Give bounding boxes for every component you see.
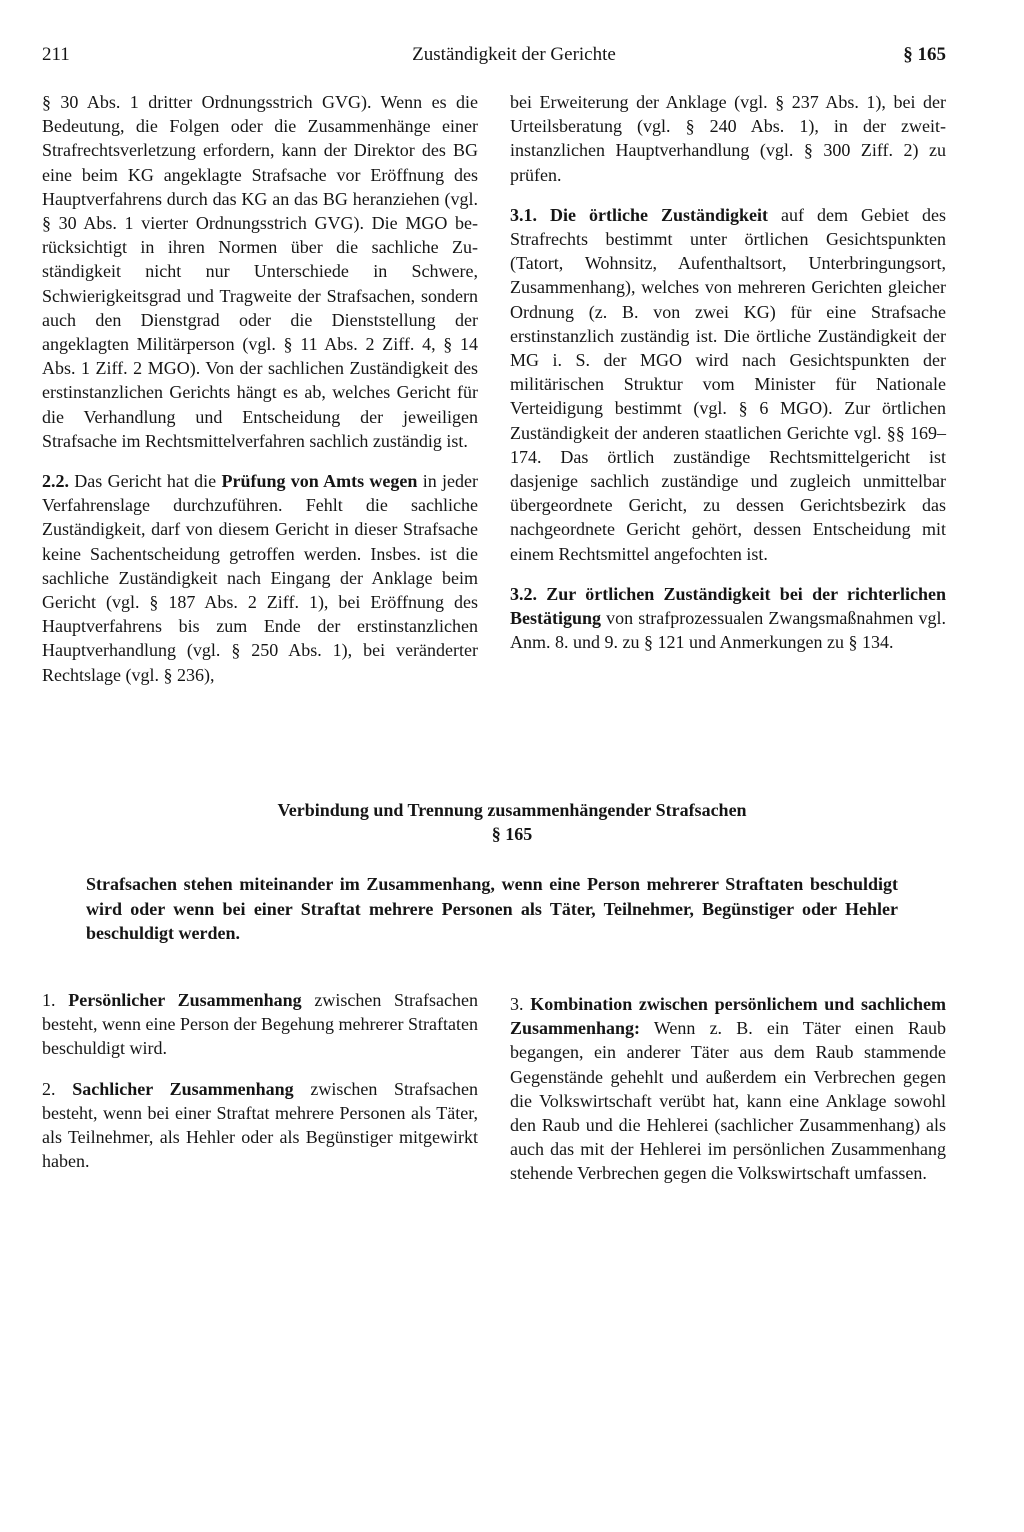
running-title: Zuständigkeit der Gerichte	[412, 44, 616, 65]
emphasis: Kombination zwischen persönlichem und sachlichem Zusammenhang:	[510, 994, 946, 1039]
paragraph-number: 3.1.	[510, 204, 537, 225]
section-marker: § 165	[903, 44, 946, 65]
left-column-bottom	[42, 988, 478, 1189]
right-column-top	[510, 90, 946, 670]
paragraph: § 30 Abs. 1 dritter Ordnungsstrich GVG). Wenn es die Bedeutung, die Folgen oder die Zusammenhänge einer Strafrechtsverletzung erfordern, kann der Direktor des BG eine beim KG angeklagte Strafsache vor Eröffnung des Hauptverfahrens durch das KG an das BG heranziehen (vgl. § 30 Abs. 1 vierter Ordnungsstrich GVG). Die MGO berücksichtigt in ihren Normen über die sachliche Zuständigkeit nicht nur Unterschiede in Schwere, Schwierigkeitsgrad und Tragweite der Strafsachen, sondern auch den Dienstgrad oder die Dienststellung der angeklagten Militärperson (vgl. § 11 Abs. 2 Ziff. 4, § 14 Abs. 1 Ziff. 2 MGO). Von der sachlichen Zuständigkeit des erstinstanzlichen Gerichts hängt es ab, welches Gericht für die Verhandlung und Entscheidung der jeweiligen Strafsache im Rechtsmittelverfahren sachlich zuständig ist.	[42, 92, 478, 451]
emphasis: Persönlicher Zusammenhang	[55, 990, 302, 1010]
annotation-number: 2.	[42, 1078, 56, 1099]
annotation-text: Wenn z. B. ein Täter einen Raub begangen, ein anderer Täter aus dem Raub stammende Gegenstände gehehlt und außerdem ein Verbrechen gegen die Volkswirtschaft verübt hat, kann eine Anklage sowohl den Raub und die Hehlerei (sachlicher Zusammenhang) als auch das mit der Hehlerei im persönlichen Zusammenhang stehende Verbrechen gegen die Volkswirtschaft umfassen.	[510, 1018, 946, 1184]
section-title: Verbindung und Trennung zusammenhängender Strafsachen	[277, 800, 747, 820]
paragraph-text: von strafprozessualen Zwangsmaßnahmen vgl. Anm. 8. und 9. zu § 121 und Anmerkungen zu § 134.	[510, 608, 946, 653]
paragraph-3-2	[510, 582, 946, 655]
paragraph-2-2	[42, 469, 478, 687]
paragraph-text: in jeder Verfahrenslage durchzuführen. Fehlt die sachliche Zuständigkeit, darf von diesem Gericht in dieser Strafsache keine Sachentscheidung getroffen werden. Insbes. ist die sachliche Zuständigkeit nach Eingang der Anklage beim Gericht (vgl. § 187 Abs. 2 Ziff. 1), bei Eröffnung des Hauptverfahrens bis zum Ende der erstinstanzlichen Hauptverhandlung (vgl. § 250 Abs. 1), bei veränderter Rechtslage (vgl. § 236),	[42, 471, 479, 685]
page-number: 211	[42, 44, 70, 65]
paragraph-number: 3.2.	[510, 583, 537, 604]
paragraph-text: auf dem Gebiet des Strafrechts bestimmt unter örtlichen Gesichtspunkten (Tatort, Wohnsitz, Aufenthaltsort, Unterbringungsort, Zusammenhang), welches von mehreren Gerichten gleicher Ordnung (z. B. von zwei KG) für eine Strafsache erstinstanzlich zuständig ist. Die örtliche Zuständigkeit der MG i. S. der MGO wird nach Gesichtspunkten der militärischen Struktur vom Minister für Nationale Verteidigung bestimmt (vgl. § 6 MGO). Zur örtlichen Zuständigkeit der anderen staatlichen Gerichte vgl. §§ 169–174. Das örtlich zuständige Rechtsmittelgericht ist dasjenige sachlich zuständige und zugleich unmittelbar übergeordnete Gericht, zu dessen Gerichtsbezirk das nachgeordnete Gericht gehört, dessen Entscheidung mit einem Rechtsmittel angefochten ist.	[510, 204, 947, 564]
annotation-1	[42, 988, 478, 1061]
annotation-number: 3.	[510, 994, 524, 1014]
left-column-top	[42, 90, 478, 703]
section-number: § 165	[491, 824, 533, 844]
annotation-text: zwischen Strafsachen besteht, wenn bei einer Straftat mehrere Personen als Täter, als Teilnehmer, als Hehler oder als Begünstiger mitgewirkt haben.	[42, 1078, 479, 1172]
paragraph-number: 2.2.	[42, 471, 69, 492]
paragraph-3-1	[510, 203, 946, 566]
emphasis: Die örtliche Zuständigkeit	[537, 204, 769, 225]
running-header	[42, 44, 946, 74]
paragraph: bei Erweiterung der Anklage (vgl. § 237 Abs. 1), bei der Urteilsberatung (vgl. § 240 Abs. 1), in der zweitinstanzlichen Hauptverhandlung (vgl. § 300 Ziff. 2) zu prüfen.	[510, 92, 946, 185]
annotation-3	[510, 992, 946, 1186]
emphasis: Prüfung von Amts wegen	[221, 471, 418, 492]
paragraph-text: Das Gericht hat die	[69, 471, 222, 492]
annotation-2	[42, 1077, 478, 1174]
emphasis: Zur örtlichen Zuständigkeit bei der richterlichen Bestätigung	[510, 583, 946, 629]
annotation-text: zwischen Strafsachen besteht, wenn eine Person der Begehung mehrerer Straftaten beschuldigt wird.	[42, 990, 478, 1059]
emphasis: Sachlicher Zusammenhang	[55, 1078, 294, 1099]
annotation-number: 1.	[42, 990, 56, 1010]
right-column-bottom	[510, 992, 946, 1202]
statute-text: Strafsachen stehen miteinander im Zusammenhang, wenn eine Person mehrerer Straftaten beschuldigt wird oder wenn bei einer Straftat mehrere Personen als Täter, Teilnehmer, Begünstiger oder Hehler beschuldigt werden.	[86, 874, 898, 943]
section-heading	[42, 798, 982, 846]
